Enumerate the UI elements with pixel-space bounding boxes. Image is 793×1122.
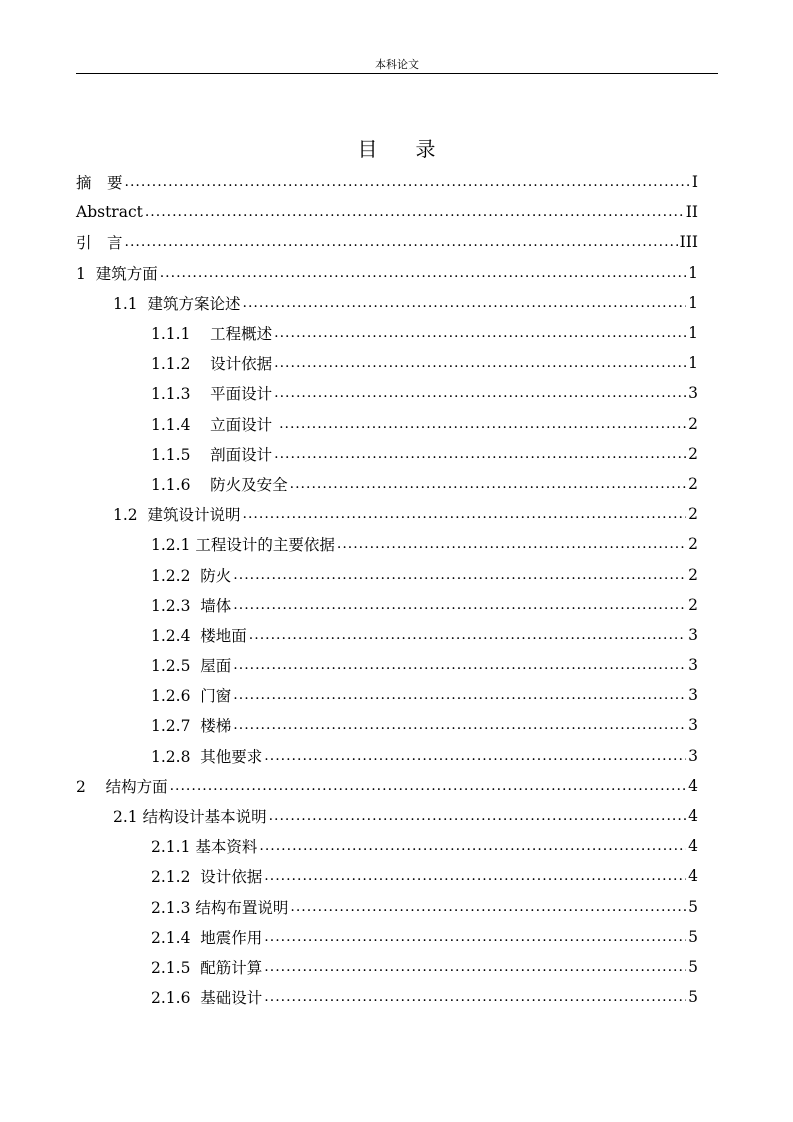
toc-entry-page: 1 xyxy=(688,263,698,282)
toc-entry[interactable] xyxy=(76,952,698,982)
toc-entry-label: 1.1.3 平面设计 xyxy=(151,385,273,404)
toc-entry[interactable] xyxy=(76,590,698,620)
toc-entry-label: 1 建筑方面 xyxy=(76,264,158,283)
toc-dot-leader xyxy=(233,717,686,733)
toc-entry[interactable] xyxy=(76,982,698,1012)
toc-entry-label: 1.1.6 防火及安全 xyxy=(151,475,288,494)
toc-dot-leader xyxy=(264,929,686,945)
toc-entry-label: 2.1.2 设计依据 xyxy=(151,868,263,887)
toc-entry[interactable] xyxy=(76,167,698,197)
toc-entry[interactable] xyxy=(76,378,698,408)
toc-dot-leader xyxy=(274,355,686,371)
toc-dot-leader xyxy=(264,868,686,884)
toc-entry-label: 1.1 建筑方案论述 xyxy=(113,294,241,313)
toc-dot-leader xyxy=(233,567,686,583)
toc-dot-leader xyxy=(243,295,687,311)
toc-dot-leader xyxy=(170,778,687,794)
toc-entry-label: 2 结构方面 xyxy=(76,777,168,796)
toc-entry-page: 2 xyxy=(688,414,698,433)
toc-dot-leader xyxy=(233,657,686,673)
toc-entry[interactable] xyxy=(76,258,698,288)
toc-entry-page: 4 xyxy=(688,807,698,826)
toc-entry-label: 1.2.7 楼梯 xyxy=(151,717,232,736)
toc-entry-page: 2 xyxy=(688,474,698,493)
toc-entry-page: 5 xyxy=(688,927,698,946)
toc-entry[interactable] xyxy=(76,861,698,891)
toc-entry-label: 1.2.1 工程设计的主要依据 xyxy=(151,536,335,555)
toc-dot-leader xyxy=(290,899,686,915)
toc-dot-leader xyxy=(243,506,687,522)
toc-dot-leader xyxy=(290,476,686,492)
toc-dot-leader xyxy=(264,989,686,1005)
toc-entry-label: 1.1.1 工程概述 xyxy=(151,325,273,344)
toc-entry-page: 5 xyxy=(688,988,698,1007)
toc-entry-page: I xyxy=(691,173,698,192)
toc-entry-page: II xyxy=(685,203,698,222)
toc-entry-label: 1.1.5 剖面设计 xyxy=(151,445,273,464)
toc-entry-page: 2 xyxy=(688,595,698,614)
toc-entry[interactable] xyxy=(76,771,698,801)
toc-entry-page: 3 xyxy=(688,746,698,765)
toc-entry[interactable] xyxy=(76,227,698,257)
toc-entry[interactable] xyxy=(76,499,698,529)
toc-entry[interactable] xyxy=(76,741,698,771)
toc-entry-label: 1.1.2 设计依据 xyxy=(151,355,273,374)
toc-dot-leader xyxy=(274,446,686,462)
toc-entry-label: 1.2 建筑设计说明 xyxy=(113,506,241,525)
header-rule xyxy=(76,73,718,74)
running-header: 本科论文 xyxy=(375,58,419,71)
toc-entry[interactable] xyxy=(76,439,698,469)
toc-entry-label: 1.2.3 墙体 xyxy=(151,596,232,615)
toc-entry-page: 3 xyxy=(688,656,698,675)
toc-entry-label: 2.1 结构设计基本说明 xyxy=(113,808,267,827)
toc-dot-leader xyxy=(233,687,686,703)
toc-entry-page: 2 xyxy=(688,565,698,584)
toc-entry-page: 4 xyxy=(688,867,698,886)
toc-entry-page: 5 xyxy=(688,897,698,916)
toc-entry-page: 1 xyxy=(688,324,698,343)
toc-entry[interactable] xyxy=(76,650,698,680)
toc-title: 目录 xyxy=(357,137,474,161)
toc-entry[interactable] xyxy=(76,922,698,952)
toc-entry-page: III xyxy=(679,233,698,252)
toc-entry[interactable] xyxy=(76,680,698,710)
toc-dot-leader xyxy=(125,174,690,190)
toc-entry-page: 1 xyxy=(688,354,698,373)
toc-entry-label: 2.1.5 配筋计算 xyxy=(151,958,263,977)
toc-entry-page: 3 xyxy=(688,384,698,403)
toc-entry-page: 2 xyxy=(688,535,698,554)
toc-entry-label: 1.1.4 立面设计 xyxy=(151,415,278,434)
toc-dot-leader xyxy=(264,748,686,764)
toc-dot-leader xyxy=(274,325,686,341)
toc-entry-page: 1 xyxy=(688,293,698,312)
toc-entry-page: 3 xyxy=(688,686,698,705)
toc-entry-label: 1.2.5 屋面 xyxy=(151,657,232,676)
toc-entry[interactable] xyxy=(76,318,698,348)
table-of-contents xyxy=(76,167,698,1012)
toc-entry[interactable] xyxy=(76,288,698,318)
toc-entry-label: 2.1.4 地震作用 xyxy=(151,928,263,947)
toc-entry-label: 1.2.2 防火 xyxy=(151,566,232,585)
toc-entry-label: 2.1.3 结构布置说明 xyxy=(151,898,289,917)
toc-entry-label: 引 言 xyxy=(76,234,123,253)
toc-dot-leader xyxy=(264,959,686,975)
toc-entry-page: 4 xyxy=(688,837,698,856)
toc-dot-leader xyxy=(125,234,678,250)
toc-entry[interactable] xyxy=(76,348,698,378)
toc-dot-leader xyxy=(145,204,684,220)
toc-entry[interactable] xyxy=(76,529,698,559)
toc-entry-page: 5 xyxy=(688,957,698,976)
toc-entry[interactable] xyxy=(76,801,698,831)
toc-entry[interactable] xyxy=(76,710,698,740)
toc-entry-page: 3 xyxy=(688,716,698,735)
toc-entry-page: 3 xyxy=(688,625,698,644)
toc-dot-leader xyxy=(249,627,686,643)
toc-dot-leader xyxy=(337,536,686,552)
toc-dot-leader xyxy=(259,838,686,854)
toc-entry[interactable] xyxy=(76,409,698,439)
toc-entry[interactable] xyxy=(76,469,698,499)
toc-entry[interactable] xyxy=(76,892,698,922)
toc-entry-label: 2.1.1 基本资料 xyxy=(151,838,258,857)
toc-entry-label: 摘 要 xyxy=(76,174,123,193)
toc-entry[interactable] xyxy=(76,559,698,589)
toc-entry[interactable] xyxy=(76,197,698,227)
toc-entry-page: 2 xyxy=(688,505,698,524)
toc-entry-page: 4 xyxy=(688,776,698,795)
toc-entry-label: Abstract xyxy=(76,203,143,222)
toc-dot-leader xyxy=(269,808,687,824)
toc-dot-leader xyxy=(233,597,686,613)
toc-dot-leader xyxy=(160,265,686,281)
toc-dot-leader xyxy=(274,385,686,401)
toc-entry[interactable] xyxy=(76,831,698,861)
toc-entry-label: 1.2.4 楼地面 xyxy=(151,626,247,645)
toc-entry[interactable] xyxy=(76,620,698,650)
toc-entry-label: 1.2.6 门窗 xyxy=(151,687,232,706)
toc-entry-label: 1.2.8 其他要求 xyxy=(151,747,263,766)
toc-entry-label: 2.1.6 基础设计 xyxy=(151,989,263,1008)
toc-entry-page: 2 xyxy=(688,444,698,463)
toc-dot-leader xyxy=(279,416,686,432)
